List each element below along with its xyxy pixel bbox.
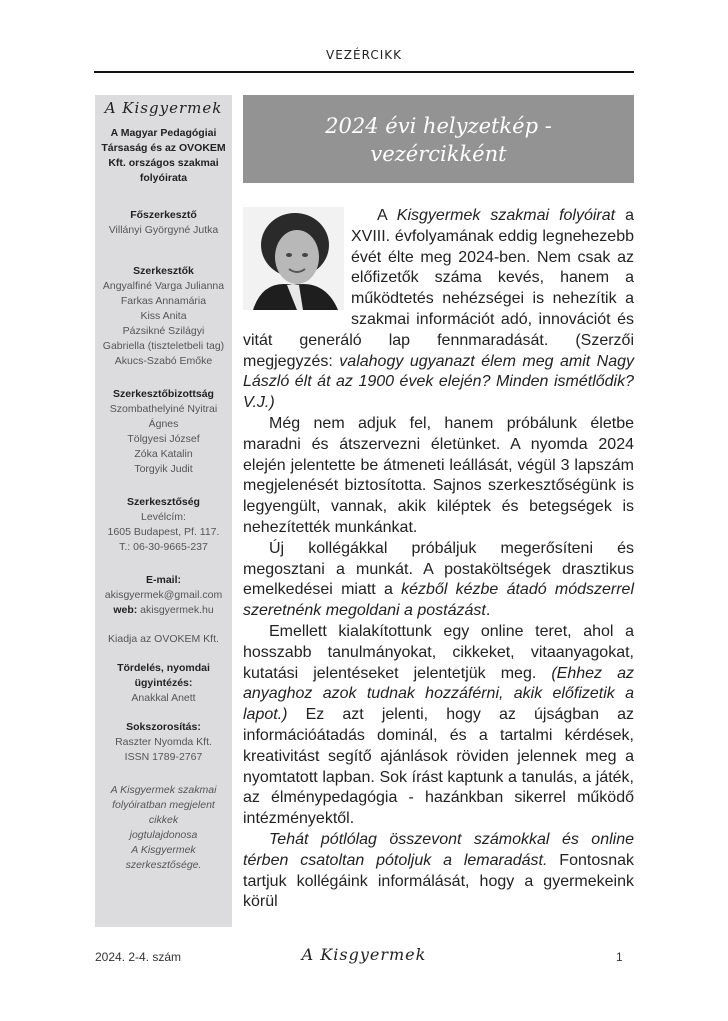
copyright-line: jogtulajdonosa xyxy=(129,829,198,841)
printing-block xyxy=(95,720,232,765)
email-heading: E-mail: xyxy=(145,574,181,586)
chief-editor-name: Villányi Györgyné Jutka xyxy=(108,224,219,236)
editor-name: Pázsikné Szilágyi xyxy=(122,325,205,337)
board-member: Szombathelyiné Nyitrai xyxy=(109,403,218,415)
layout-heading: Tördelés, nyomdai ügyintézés: xyxy=(117,662,210,689)
copyright-line: cikkek xyxy=(148,814,179,826)
sidebar-intro: A Magyar Pedagógiai Társaság és az OVOKEM Kft. országos szakmai folyóirata xyxy=(101,127,226,184)
paragraph-3: Új kollégákkal próbáljuk megerősíteni és megosztani a munkát. A postaköltségek drasztikus emelkedései miatt a kézből kézbe átadó módszerrel szeretnénk megoldani a postázást. xyxy=(243,539,635,620)
editor-name: Farkas Annamária xyxy=(120,295,207,307)
board-member: Zóka Katalin xyxy=(134,448,193,460)
section-header: VEZÉRCIKK xyxy=(326,48,402,62)
layout-block xyxy=(95,661,232,706)
board-heading: Szerkesztőbizottság xyxy=(113,388,214,400)
board-member: Torgyik Judit xyxy=(134,463,193,475)
printer-name: Raszter Nyomda Kft. xyxy=(115,736,212,748)
issn: ISSN 1789-2767 xyxy=(124,751,203,763)
editor-name: Angyalfiné Varga Julianna xyxy=(102,280,225,292)
office-line: Levélcím: xyxy=(141,511,186,523)
copyright-line: A Kisgyermek xyxy=(131,844,196,856)
paragraph-1: A Kisgyermek szakmai folyóirat a XVIII. évfolyamának eddig legnehezebb évét élte meg 2024-ben. Nem csak az előfizetők száma kevés, hanem a működtetés nehézségei is nehezítik a szakmai információt adó, innovációt és vitát generáló lap fennmaradását. (Szerzői megjegyzés: valahogy ugyanazt élem meg amit Nagy László élt át az 1900 évek elején? Minden ismétlődik? V.J.) xyxy=(243,207,635,412)
layout-person: Anakkal Anett xyxy=(131,692,196,704)
web-label: web: xyxy=(113,604,138,616)
editor-name: Gabriella (tiszteletbeli tag) xyxy=(102,340,225,352)
paragraph-5: Tehát pótlólag összevont számokkal és online térben csatoltan pótoljuk a lemaradást. Fontosnak tartjuk kollégáink informálását, hogy a gyermekeink körül xyxy=(243,830,635,911)
printing-heading: Sokszorosítás: xyxy=(126,721,201,733)
chief-editor-block xyxy=(95,208,232,238)
footer-brand: A Kisgyermek xyxy=(301,945,427,964)
publisher: Kiadja az OVOKEM Kft. xyxy=(108,633,219,645)
office-heading: Szerkesztőség xyxy=(127,496,200,508)
copyright-block xyxy=(95,783,232,873)
copyright-line: szerkesztősége. xyxy=(125,859,202,871)
board-block xyxy=(95,387,232,477)
paragraph-4: Emellett kialakítottunk egy online teret, ahol a hosszabb tanulmányokat, cikkeket, vitaanyagokat, kutatási jelentéseket jelentetjük meg. (Ehhez az anyaghoz azok tudnak hozzáférni, akik előfizetik a lapot.) Ez azt jelenti, hogy az újságban az információátadás dominál, és a tartalmi kérdések, kreativitást segítő ajánlások röviden jelennek meg a nyomtatott lapban. Sok írást kaptunk a tanulás, a játék, az élménypedagógia - hazánkban sikerrel működő intézményektől. xyxy=(243,622,634,828)
editor-name: Kiss Anita xyxy=(140,310,187,322)
office-address: 1605 Budapest, Pf. 117. xyxy=(107,526,220,538)
page-number: 1 xyxy=(616,950,623,964)
chief-editor-heading: Főszerkesztő xyxy=(130,209,197,221)
title-line-2: vezércikként xyxy=(370,142,507,166)
contact-block xyxy=(95,573,232,618)
board-member: Ágnes xyxy=(148,418,179,430)
email-link[interactable]: akisgyermek@gmail.com xyxy=(104,589,223,601)
article-title xyxy=(243,95,634,183)
copyright-line: folyóiratban megjelent xyxy=(112,799,215,811)
editors-block xyxy=(95,264,232,369)
article-body xyxy=(243,206,634,913)
editors-heading: Szerkesztők xyxy=(133,265,194,277)
board-member: Tölgyesi József xyxy=(127,433,200,445)
web-link[interactable]: akisgyermek.hu xyxy=(140,604,214,616)
paragraph-2: Még nem adjuk fel, hanem próbálunk életbe maradni és átszervezni életünket. A nyomda 2024 elején jelentette be átmeneti leállását, végül 3 lapszám megjelenését biztosította. Sajnos szerkesztőségünk is legyengült, vannak, akik kiléptek és betegségek is nehezítették munkánkat. xyxy=(243,414,634,536)
masthead-sidebar xyxy=(95,95,232,927)
header-divider xyxy=(94,71,634,73)
sidebar-brand: A Kisgyermek xyxy=(104,99,223,117)
office-phone: T.: 06-30-9665-237 xyxy=(119,541,208,553)
editor-name: Akucs-Szabó Emőke xyxy=(114,355,213,367)
copyright-line: A Kisgyermek szakmai xyxy=(110,784,217,796)
title-line-1: 2024 évi helyzetkép - xyxy=(325,114,552,138)
office-block xyxy=(95,495,232,555)
issue-number: 2024. 2-4. szám xyxy=(95,950,182,964)
